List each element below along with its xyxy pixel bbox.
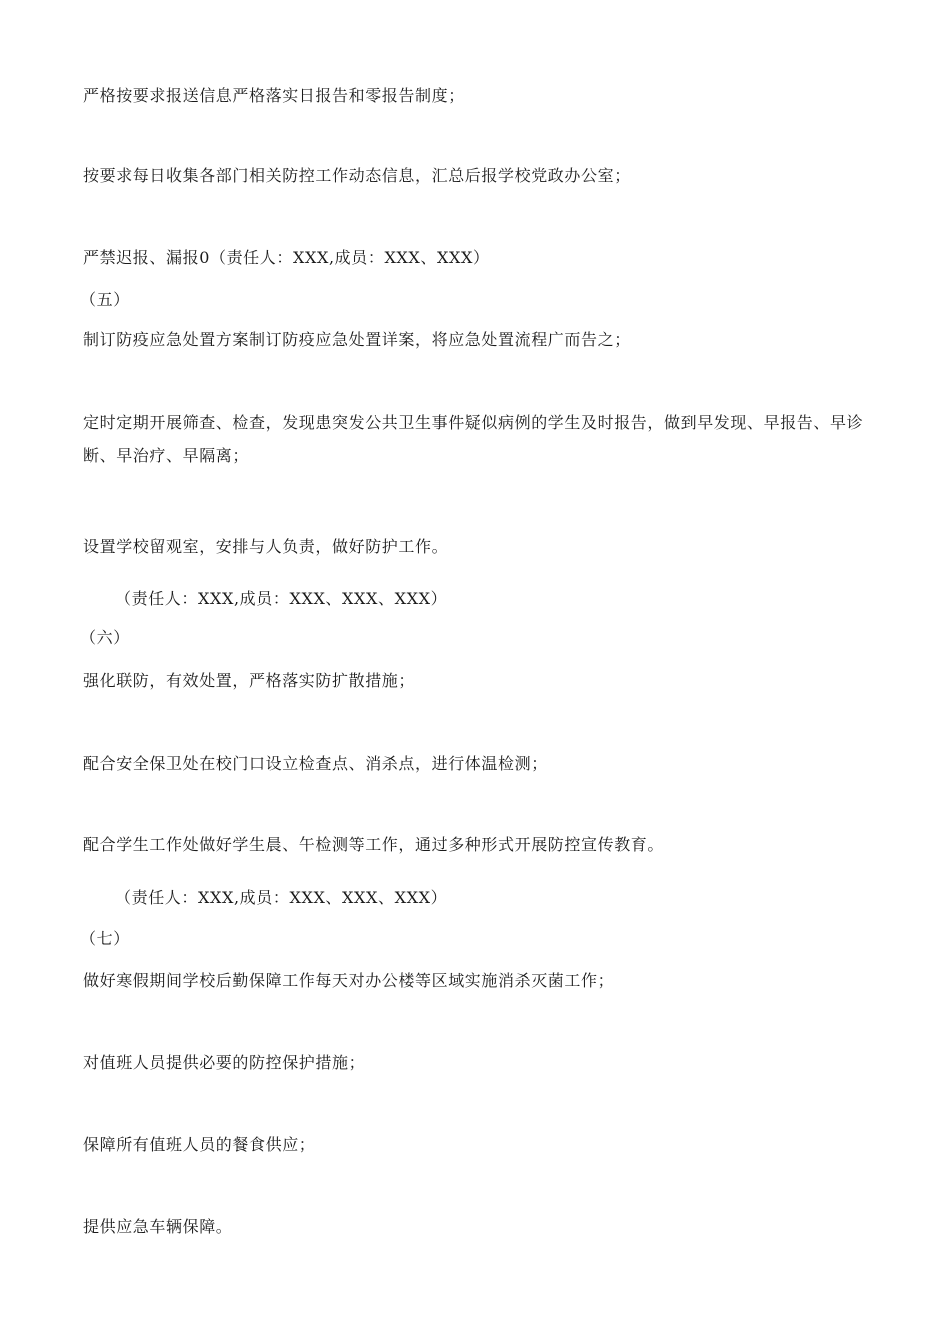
section-label: （六） (80, 628, 130, 647)
paragraph-line: 按要求每日收集各部门相关防控工作动态信息，汇总后报学校党政办公室； (83, 166, 631, 185)
paragraph-line: 做好寒假期间学校后勤保障工作每天对办公楼等区域实施消杀灭菌工作； (83, 971, 615, 990)
paragraph-line: 对值班人员提供必要的防控保护措施； (83, 1053, 366, 1072)
paragraph-line: 提供应急车辆保障。 (83, 1217, 233, 1236)
paragraph-line: 严禁迟报、漏报0（责任人：XXX,成员：XXX、XXX） (83, 248, 490, 267)
responsibility-line: （责任人：XXX,成员：XXX、XXX、XXX） (115, 888, 448, 907)
paragraph-line: 严格按要求报送信息严格落实日报告和零报告制度； (83, 86, 465, 105)
paragraph-line: 强化联防，有效处置，严格落实防扩散措施； (83, 671, 416, 690)
paragraph-line: 配合安全保卫处在校门口设立检查点、消杀点，进行体温检测； (83, 754, 548, 773)
responsibility-line: （责任人：XXX,成员：XXX、XXX、XXX） (115, 589, 448, 608)
section-label: （五） (80, 290, 130, 309)
paragraph-line: 设置学校留观室，安排与人负责，做好防护工作。 (83, 537, 449, 556)
section-label: （七） (80, 929, 130, 948)
paragraph-line: 定时定期开展筛查、检查，发现患突发公共卫生事件疑似病例的学生及时报告，做到早发现、早报告、早诊断、早治疗、早隔离； (83, 413, 864, 465)
paragraph-line: 制订防疫应急处置方案制订防疫应急处置详案，将应急处置流程广而告之； (83, 330, 631, 349)
paragraph-line: 保障所有值班人员的餐食供应； (83, 1135, 316, 1154)
paragraph-line: 配合学生工作处做好学生晨、午检测等工作，通过多种形式开展防控宣传教育。 (83, 835, 665, 854)
